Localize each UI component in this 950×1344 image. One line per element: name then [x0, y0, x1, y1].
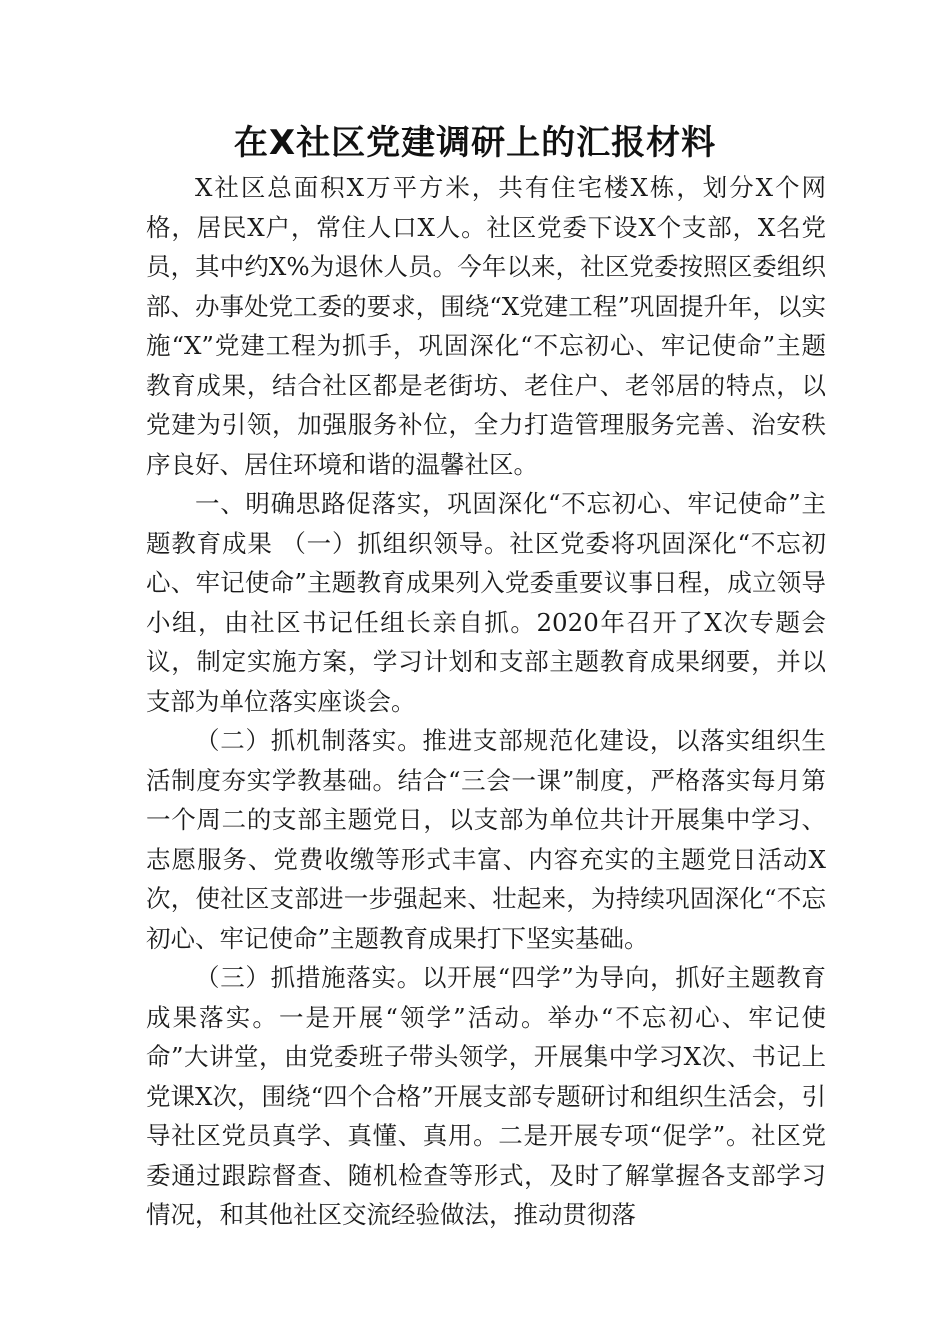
document-body [146, 168, 826, 1235]
document-title: 在X社区党建调研上的汇报材料 [233, 123, 717, 163]
paragraph-section-one: 一、明确思路促落实，巩固深化“不忘初心、牢记使命”主题教育成果 （一）抓组织领导。社区党委将巩固深化“不忘初心、牢记使命”主题教育成果列入党委重要议事日程，成立领导小组，由社区书记任组长亲自抓。2020年召开了X次专题会议，制定实施方案，学习计划和支部主题教育成果纲要，并以支部为单位落实座谈会。 [146, 489, 826, 716]
paragraph-mechanism: （二）抓机制落实。推进支部规范化建设，以落实组织生活制度夯实学教基础。结合“三会一课”制度，严格落实每月第一个周二的支部主题党日，以支部为单位共计开展集中学习、志愿服务、党费收缴等形式丰富、内容充实的主题党日活动X次，使社区支部进一步强起来、壮起来，为持续巩固深化“不忘初心、牢记使命”主题教育成果打下坚实基础。 [146, 726, 826, 953]
paragraph-measures: （三）抓措施落实。以开展“四学”为导向，抓好主题教育成果落实。一是开展“领学”活动。举办“不忘初心、牢记使命”大讲堂，由党委班子带头领学，开展集中学习X次、书记上党课X次，围绕“四个合格”开展支部专题研讨和组织生活会，引导社区党员真学、真懂、真用。二是开展专项“促学”。社区党委通过跟踪督查、随机检查等形式，及时了解掌握各支部学习情况，和其他社区交流经验做法，推动贯彻落 [146, 963, 826, 1229]
paragraph-overview: X社区总面积X万平方米，共有住宅楼X栋，划分X个网格，居民X户，常住人口X人。社区党委下设X个支部，X名党员，其中约X%为退休人员。今年以来，社区党委按照区委组织部、办事处党工委的要求，围绕“X党建工程”巩固提升年，以实施“X”党建工程为抓手，巩固深化“不忘初心、牢记使命”主题教育成果，结合社区都是老街坊、老住户、老邻居的特点，以党建为引领，加强服务补位，全力打造管理服务完善、治安秩序良好、居住环境和谐的温馨社区。 [146, 173, 826, 479]
